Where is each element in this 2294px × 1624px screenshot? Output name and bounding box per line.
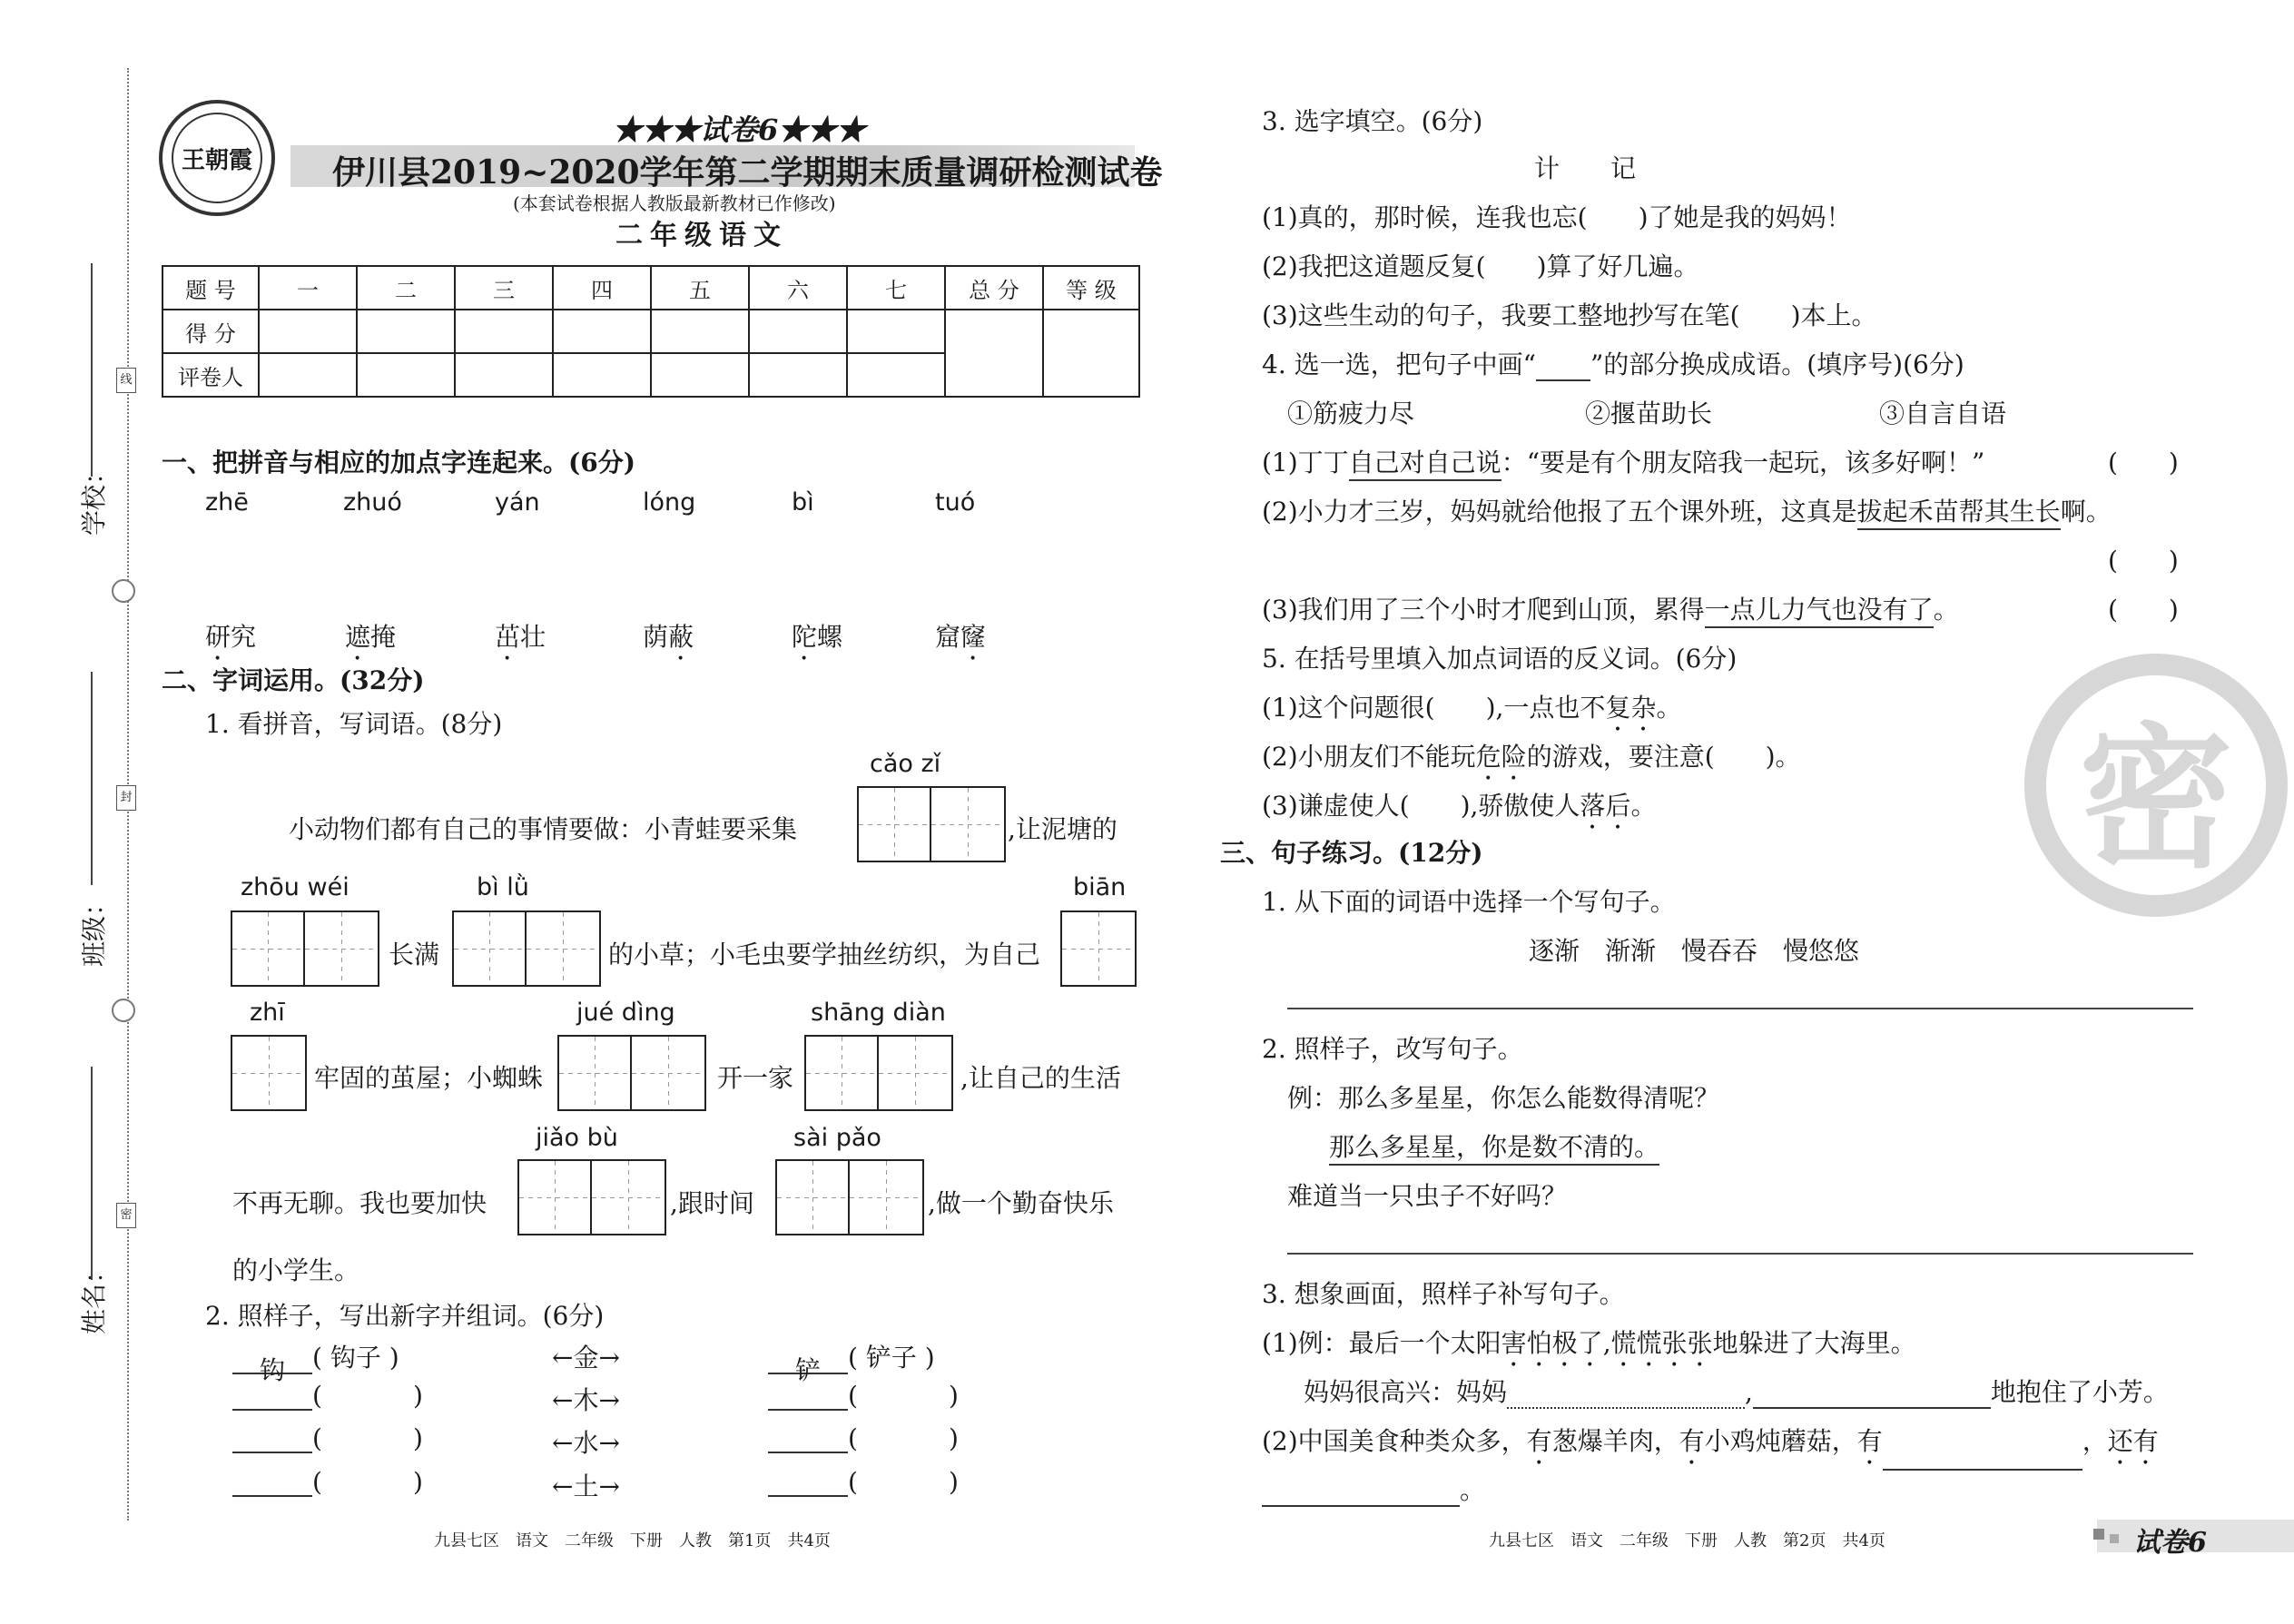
radical: ←木→ xyxy=(552,1385,620,1415)
pinyin: yán xyxy=(495,488,540,517)
char-box[interactable] xyxy=(857,786,1006,862)
example-left: 钩 ( 钩子 ) xyxy=(232,1338,399,1374)
char-box[interactable] xyxy=(452,910,601,987)
class-line xyxy=(91,672,93,885)
row-header: 评卷人 xyxy=(162,353,259,397)
seal-watermark xyxy=(2024,654,2288,917)
word: 茁壮 xyxy=(495,622,546,652)
class-label: 班级： xyxy=(79,890,109,967)
pinyin: bì lǜ xyxy=(477,873,529,901)
passage-text: 长满 xyxy=(389,940,440,969)
passage-text: 小动物们都有自己的事情要做：小青蛙要采集 xyxy=(289,814,798,844)
q3-3-item-cont[interactable]: 。 xyxy=(1262,1471,1485,1507)
word: 研究 xyxy=(205,622,257,652)
answer-paren[interactable]: ( ) xyxy=(2108,448,2179,477)
char-box[interactable] xyxy=(231,1035,307,1111)
q3-1-words: 逐渐 渐渐 慢吞吞 慢悠悠 xyxy=(1529,936,1860,966)
exam-title: 伊川县2019~2020学年第二学期期末质量调研检测试卷 xyxy=(332,153,1163,192)
row-header: 得 分 xyxy=(162,310,259,353)
word: 陀螺 xyxy=(792,622,843,652)
answer-paren[interactable]: ( ) xyxy=(2108,546,2179,576)
pinyin: zhī xyxy=(250,999,285,1027)
col-header: 二 xyxy=(357,266,455,310)
tag-xian: 线 xyxy=(116,368,136,393)
q2-4-item: (1)丁丁自己对自己说：“要是有个朋友陪我一起玩，该多好啊！” xyxy=(1262,443,1984,479)
pinyin: bì xyxy=(792,488,814,517)
q2-5-item: (3)谦虚使人( ),骄傲使人落后。 xyxy=(1262,791,1657,821)
fill-row[interactable]: ( ) xyxy=(232,1423,423,1453)
radical: ←土→ xyxy=(552,1471,620,1501)
q3-3-example: (1)例：最后一个太阳害怕极了,慌慌张张地躲进了大海里。 xyxy=(1262,1328,1916,1358)
q3-3-item[interactable]: 妈妈很高兴：妈妈 , 地抱住了小芳。 xyxy=(1304,1377,2169,1407)
pinyin: jiǎo bù xyxy=(536,1124,618,1152)
passage-text: 不再无聊。我也要加快 xyxy=(232,1188,487,1218)
q2-5-item: (1)这个问题很( ),一点也不复杂。 xyxy=(1262,693,1682,723)
q2-4-item: (2)小力才三岁，妈妈就给他报了五个课外班，这真是拔起禾苗帮其生长啊。 xyxy=(1262,492,2112,528)
score-table xyxy=(162,265,1140,398)
school-line xyxy=(91,263,93,477)
q2-3-item: (2)我把这道题反复( )算了好几遍。 xyxy=(1262,251,1699,281)
pinyin: shāng diàn xyxy=(811,999,946,1027)
q2-3-title: 3. 选字填空。(6分) xyxy=(1262,106,1483,136)
char-box[interactable] xyxy=(775,1159,924,1235)
answer-paren[interactable]: ( ) xyxy=(2108,595,2179,625)
name-line xyxy=(91,1067,93,1280)
word: 荫蔽 xyxy=(643,622,694,652)
col-header: 等 级 xyxy=(1043,266,1139,310)
series-label: ★★★试卷6★★★ xyxy=(613,113,866,147)
passage-text: ,让自己的生活 xyxy=(960,1063,1121,1093)
fill-row[interactable]: ( ) xyxy=(768,1423,959,1453)
idiom-choice: ①筋疲力尽 xyxy=(1287,399,1415,428)
badge-label: 试卷6 xyxy=(2133,1527,2207,1559)
q2-3-options: 计 记 xyxy=(1534,153,1637,183)
char-box[interactable] xyxy=(231,910,379,987)
school-label: 学校： xyxy=(79,458,109,536)
pinyin: zhōu wéi xyxy=(241,873,350,901)
pinyin: jué dìng xyxy=(576,999,675,1027)
passage-text: 的小草；小毛虫要学抽丝纺织，为自己 xyxy=(608,940,1041,969)
word: 遮掩 xyxy=(345,622,397,652)
q2-5-item: (2)小朋友们不能玩危险的游戏，要注意( )。 xyxy=(1262,742,1801,772)
punch-hole-icon xyxy=(112,999,135,1022)
footer-right: 九县七区 语文 二年级 下册 人教 第2页 共4页 xyxy=(1489,1531,1885,1550)
q2-5-title: 5. 在括号里填入加点词语的反义词。(6分) xyxy=(1262,644,1738,674)
badge-square-icon xyxy=(2093,1529,2104,1540)
char-box[interactable] xyxy=(1060,910,1137,987)
q3-3-title: 3. 想象画面，照样子补写句子。 xyxy=(1262,1279,1625,1309)
badge-square-icon xyxy=(2110,1534,2119,1543)
answer-line[interactable] xyxy=(1287,1008,2193,1009)
logo-seal xyxy=(159,100,275,216)
radical: ←金→ xyxy=(552,1343,620,1373)
col-header: 三 xyxy=(455,266,553,310)
char-box[interactable] xyxy=(517,1159,666,1235)
q3-title: 三、句子练习。(12分) xyxy=(1220,838,1483,868)
pinyin: lóng xyxy=(643,488,696,517)
passage-text: ,让泥塘的 xyxy=(1008,814,1117,844)
q3-2-question: 难道当一只虫子不好吗？ xyxy=(1287,1181,1568,1211)
char-box[interactable] xyxy=(557,1035,706,1111)
pinyin: zhē xyxy=(205,488,249,517)
q2-4-item: (3)我们用了三个小时才爬到山顶，累得一点儿力气也没有了。 xyxy=(1262,590,1959,626)
subject-title: 二年级语文 xyxy=(615,220,788,251)
q2-3-item: (1)真的，那时候，连我也忘( )了她是我的妈妈！ xyxy=(1262,202,1852,232)
tag-mi: 密 xyxy=(116,1203,136,1228)
q2-4-title: 4. 选一选，把句子中画“ ”的部分换成成语。(填序号)(6分) xyxy=(1262,349,1964,379)
total-score-cell[interactable] xyxy=(945,310,1043,397)
pinyin: cǎo zǐ xyxy=(870,750,941,778)
fill-row[interactable]: ( ) xyxy=(768,1381,959,1411)
idiom-choice: ③自言自语 xyxy=(1879,399,2007,428)
passage-text: 牢固的茧屋；小蜘蛛 xyxy=(314,1063,544,1093)
logo-text: 王朝霞 xyxy=(172,113,262,203)
passage-text: ,跟时间 xyxy=(670,1188,754,1218)
grade-cell[interactable] xyxy=(1043,310,1139,397)
q3-2-example-answer: 那么多星星，你是数不清的。 xyxy=(1329,1127,1659,1164)
pinyin: biān xyxy=(1073,873,1127,901)
passage-text: ,做一个勤奋快乐 xyxy=(928,1188,1114,1218)
answer-line[interactable] xyxy=(1287,1253,2193,1255)
q3-2-title: 2. 照样子，改写句子。 xyxy=(1262,1034,1523,1064)
q3-3-item[interactable]: (2)中国美食种类众多，有葱爆羊肉，有小鸡炖蘑菇，有 ，还有 xyxy=(1262,1422,2159,1471)
col-header: 总 分 xyxy=(945,266,1043,310)
name-label: 姓名： xyxy=(79,1257,109,1334)
q2-1-title: 1. 看拼音，写词语。(8分) xyxy=(205,709,503,739)
passage-text: 的小学生。 xyxy=(232,1255,360,1285)
example-right: 铲 ( 铲子 ) xyxy=(768,1338,935,1374)
word: 窟窿 xyxy=(935,622,987,652)
q2-2-title: 2. 照样子，写出新字并组词。(6分) xyxy=(205,1301,605,1331)
punch-hole-icon xyxy=(112,579,135,603)
pinyin: sài pǎo xyxy=(793,1124,881,1152)
q1-title: 一、把拼音与相应的加点字连起来。(6分) xyxy=(162,448,635,477)
q2-title: 二、字词运用。(32分) xyxy=(162,665,425,695)
col-header: 一 xyxy=(259,266,357,310)
col-header: 四 xyxy=(553,266,651,310)
radical: ←水→ xyxy=(552,1428,620,1458)
tag-feng: 封 xyxy=(116,785,136,811)
pinyin: tuó xyxy=(935,488,976,517)
exam-note: (本套试卷根据人教版最新教材已作修改) xyxy=(513,192,836,214)
q3-2-example: 例：那么多星星，你怎么能数得清呢？ xyxy=(1287,1083,1720,1113)
seal-char: 密 xyxy=(2078,707,2233,890)
fill-row[interactable]: ( ) xyxy=(232,1381,423,1411)
passage-text: 开一家 xyxy=(717,1063,794,1093)
idiom-choice: ②揠苗助长 xyxy=(1585,399,1713,428)
col-header: 六 xyxy=(749,266,847,310)
fill-row[interactable]: ( ) xyxy=(232,1467,423,1497)
col-header: 七 xyxy=(847,266,945,310)
q3-1-title: 1. 从下面的词语中选择一个写句子。 xyxy=(1262,887,1676,917)
char-box[interactable] xyxy=(804,1035,953,1111)
fill-row[interactable]: ( ) xyxy=(768,1467,959,1497)
pinyin: zhuó xyxy=(343,488,402,517)
q2-3-item: (3)这些生动的句子，我要工整地抄写在笔( )本上。 xyxy=(1262,300,1877,330)
col-header: 题 号 xyxy=(162,266,259,310)
col-header: 五 xyxy=(651,266,749,310)
footer-left: 九县七区 语文 二年级 下册 人教 第1页 共4页 xyxy=(434,1531,831,1550)
